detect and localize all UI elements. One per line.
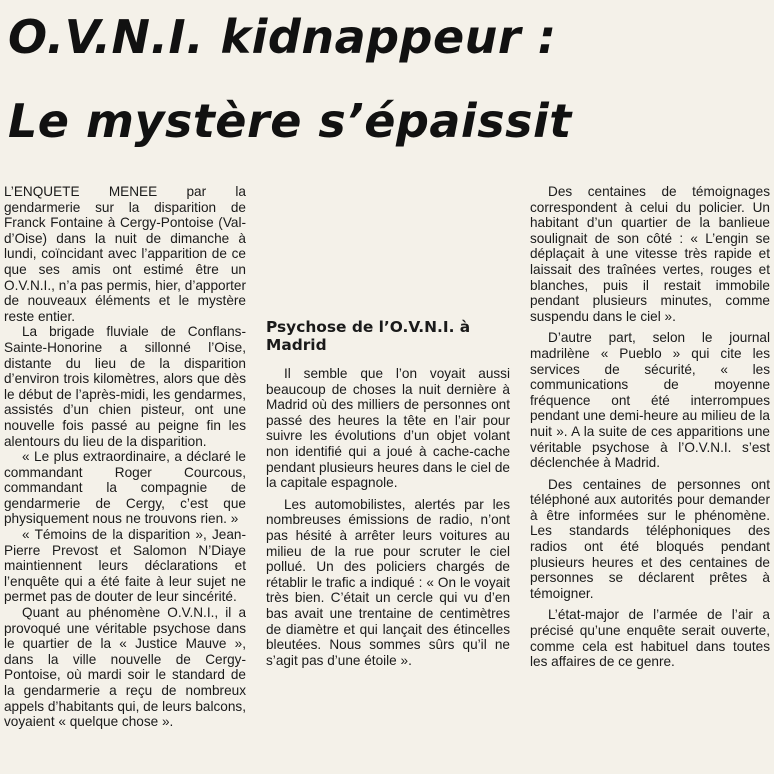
paragraph-testimonies: Des centaines de témoignages correspondent à celui du policier. Un habitant d’un quartier de la banlieue soulignait de son côté : « L’engin se déplaçait à une vitesse très rapide et laissait des traînées vertes, rouges et blanches, puis il restait immobile pendant plusieurs minutes, comme suspendu dans le ciel ». — [530, 184, 770, 324]
paragraph-commander-quote: « Le plus extraordinaire, a déclaré le commandant Roger Courcous, commandant la compagnie de gendarmerie de Cergy, c’est que physiquement nous ne trouvons rien. » — [4, 449, 246, 527]
article-column-3 — [530, 184, 770, 774]
headline-line-1: O.V.N.I. kidnappeur : — [8, 10, 557, 64]
article-column-1 — [4, 184, 246, 774]
lead-paragraph: L’ENQUETE MENEE par la gendarmerie sur la disparition de Franck Fontaine à Cergy-Pontoise (Val-d’Oise) dans la nuit de dimanche à lundi, coïncidant avec l’apparition de ce que ses amis ont estimé être un O.V.N.I., n’a pas permis, hier, d’apporter de nouveaux éléments et le mystère reste entier. — [4, 184, 246, 324]
paragraph-air-force: L’état-major de l’armée de l’air a précisé qu’une enquête serait ouverte, comme cela est habituel dans toutes les affaires de ce genre. — [530, 607, 770, 670]
paragraph-witnesses: « Témoins de la disparition », Jean-Pierre Prevost et Salomon N’Diaye maintiennent leurs déclarations et l’enquête qui a été faite à leur sujet ne permet pas de douter de leur sincérité. — [4, 527, 246, 605]
paragraph-motorists: Les automobilistes, alertés par les nombreuses émissions de radio, n’ont pas hésité à arrêter leurs voitures au milieu de la rue pour scruter le ciel pollué. Un des policiers chargés de rétablir le trafic a indiqué : « On le voyait très bien. C’était un cercle qui vu d’en bas avait une trentaine de centimètres de diamètre et qui lançait des étincelles bleutées. Nous sommes sûrs qu’il ne s’agit pas d’une étoile ». — [266, 496, 510, 668]
article-column-2 — [266, 184, 510, 774]
paragraph-phone-calls: Des centaines de personnes ont téléphoné aux autorités pour demander à être informées sur le phénomène. Les standards téléphoniques des radios ont été bloqués pendant plusieurs heures et des centaines de personnes se déclarent prêtes à témoigner. — [530, 476, 770, 601]
paragraph-fluvial-brigade: La brigade fluviale de Conflans-Sainte-Honorine a sillonné l’Oise, distante du lieu de la disparition d’environ trois kilomètres, alors que dès le début de l’après-midi, les gendarmes, assistés d’un chien pisteur, ont une nouvelle fois passé au peigne fin les alentours du lieu de la disparition. — [4, 324, 246, 449]
paragraph-pueblo: D’autre part, selon le journal madrilène « Pueblo » qui cite les services de sécurité, « les communications de moyenne fréquence ont été interrompues pendant une demi-heure au milieu de la nuit ». A la suite de ces apparitions une véritable psychose à l’O.V.N.I. s’est déclenchée à Madrid. — [530, 330, 770, 471]
column-2-continuation-space — [266, 184, 510, 308]
paragraph-madrid-night: Il semble que l’on voyait aussi beaucoup de choses la nuit dernière à Madrid où des milliers de personnes ont passé des heures la tête en l’air pour suivre les évolutions d’un objet volant non identifié qui a joué à cache-cache pendant plusieurs heures dans le ciel de la capitale espagnole. — [266, 366, 510, 491]
paragraph-psychosis-cergy: Quant au phénomène O.V.N.I., il a provoqué une véritable psychose dans le quartier de la « Justice Mauve », dans la ville nouvelle de Cergy-Pontoise, où mardi soir le standard de la gendarmerie a reçu de nombreux appels d’habitants qui, de leurs balcons, voyaient « quelque chose ». — [4, 605, 246, 730]
headline-line-2: Le mystère s’épaissit — [8, 94, 572, 148]
subheading-madrid: Psychose de l’O.V.N.I. à Madrid — [266, 318, 471, 354]
